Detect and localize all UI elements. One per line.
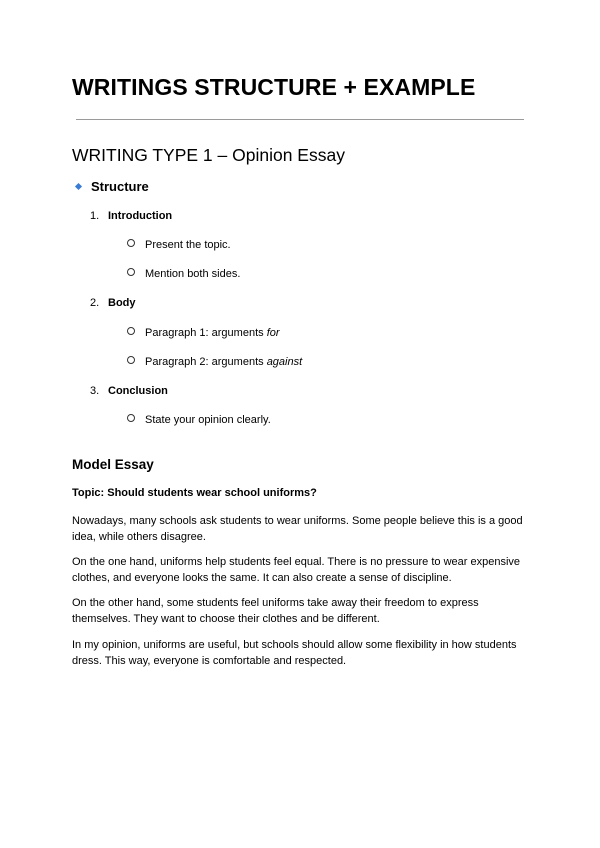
hollow-circle-bullet-icon [127,414,135,422]
outline-point [127,268,240,280]
outline-number: 3. [90,385,100,397]
outline-label: Introduction [108,210,173,222]
hollow-circle-bullet-icon [127,239,135,247]
hollow-circle-bullet-icon [127,268,135,276]
structure-heading: Structure [91,179,149,194]
outline-number: 1. [90,210,100,222]
outline-point-emphasis: against [266,356,303,368]
essay-paragraph: In my opinion, uniforms are useful, but schools should allow some flexibility in how students dress. This way, everyone is comfortable and respected. [72,639,517,667]
diamond-bullet-icon [75,183,82,190]
outline-point-text: Present the topic. [145,239,231,251]
outline-number: 2. [90,297,100,309]
outline-point-text: Paragraph 1: arguments [145,327,267,339]
hollow-circle-bullet-icon [127,356,135,364]
outline-point-emphasis: for [266,327,280,339]
outline-point-text: Paragraph 2: arguments [145,356,267,368]
outline-point [127,414,271,426]
title-divider [76,119,524,120]
outline-item-conclusion [90,385,168,397]
outline-point [127,356,302,368]
essay-topic: Topic: Should students wear school uniforms? [72,487,317,499]
outline-point [127,239,231,251]
essay-paragraph: On the one hand, uniforms help students feel equal. There is no pressure to wear expensive clothes, and everyone looks the same. It can also create a sense of discipline. [72,556,521,584]
outline-label: Conclusion [108,385,168,397]
outline-point [127,327,280,339]
hollow-circle-bullet-icon [127,327,135,335]
outline-label: Body [108,297,136,309]
section-heading: WRITING TYPE 1 – Opinion Essay [72,145,345,165]
model-essay-heading: Model Essay [72,457,154,472]
outline-item-body [90,297,136,309]
essay-paragraph: On the other hand, some students feel uniforms take away their freedom to express themselves. They want to choose their clothes and be different. [72,597,479,625]
outline-point-text: Mention both sides. [145,268,241,280]
outline-item-introduction [90,210,172,222]
outline-point-text: State your opinion clearly. [145,414,271,426]
document-title: WRITINGS STRUCTURE + EXAMPLE [72,74,476,100]
structure-heading-row [76,179,149,194]
essay-paragraph: Nowadays, many schools ask students to wear uniforms. Some people believe this is a good idea, while others disagree. [72,515,523,543]
